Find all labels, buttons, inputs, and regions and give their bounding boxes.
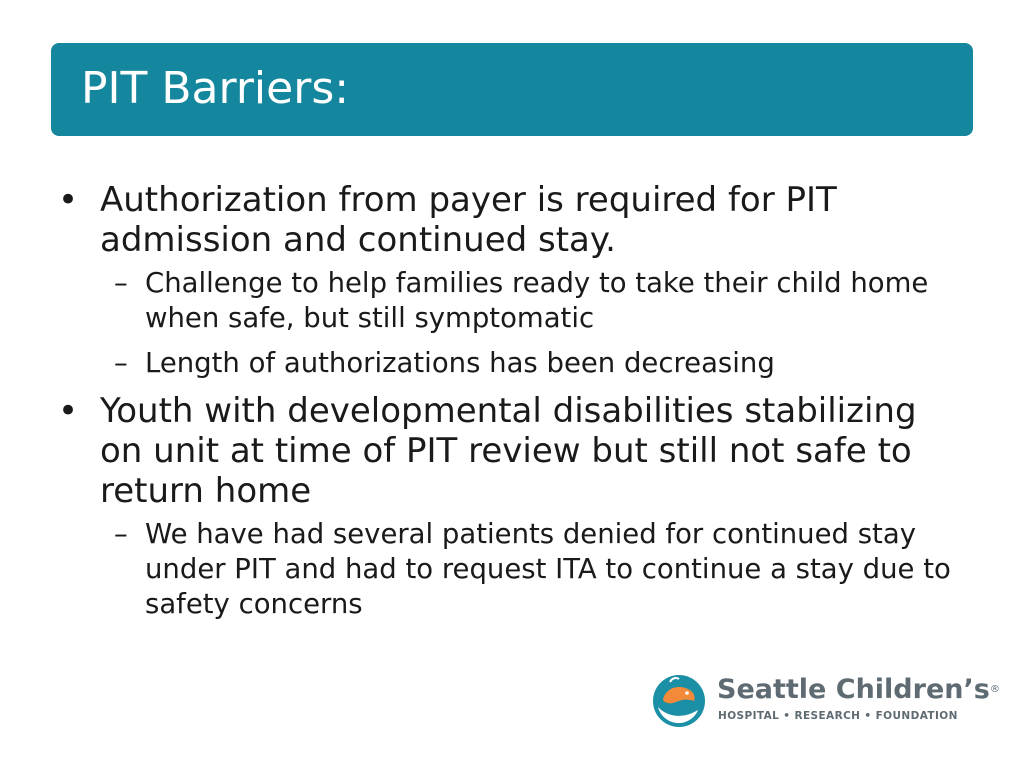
title-bar [51, 43, 973, 136]
sub-bullet-item [58, 517, 958, 622]
bullet-text: Youth with developmental disabilities stabilizing on unit at time of PIT review but still not safe to return home [100, 391, 917, 511]
bullet-item [58, 180, 958, 260]
bullet-list [58, 180, 958, 622]
sub-bullet-item [58, 266, 958, 336]
bullet-marker: • [58, 180, 79, 220]
logo-name [717, 674, 1000, 706]
sub-bullet-text: Challenge to help families ready to take their child home when safe, but still symptomatic [145, 267, 929, 334]
sub-bullet-item [58, 346, 958, 381]
sub-bullet-marker: – [114, 347, 128, 379]
slide-title: PIT Barriers: [81, 63, 350, 114]
sub-bullet-marker: – [114, 267, 128, 299]
bullet-marker: • [58, 391, 79, 431]
sub-bullet-text: We have had several patients denied for continued stay under PIT and had to request ITA to continue a stay due to safety concerns [145, 518, 951, 620]
whale-hands-icon [652, 674, 706, 728]
logo-name-text: Seattle Children’s [717, 674, 990, 705]
registered-mark: ® [989, 684, 1000, 695]
logo-tagline: HOSPITAL • RESEARCH • FOUNDATION [718, 710, 958, 722]
bullet-text: Authorization from payer is required for PIT admission and continued stay. [100, 180, 837, 260]
bullet-item [58, 391, 958, 511]
sub-bullet-marker: – [114, 518, 128, 550]
sub-bullet-text: Length of authorizations has been decreasing [145, 347, 775, 379]
seattle-childrens-logo [652, 672, 1000, 732]
